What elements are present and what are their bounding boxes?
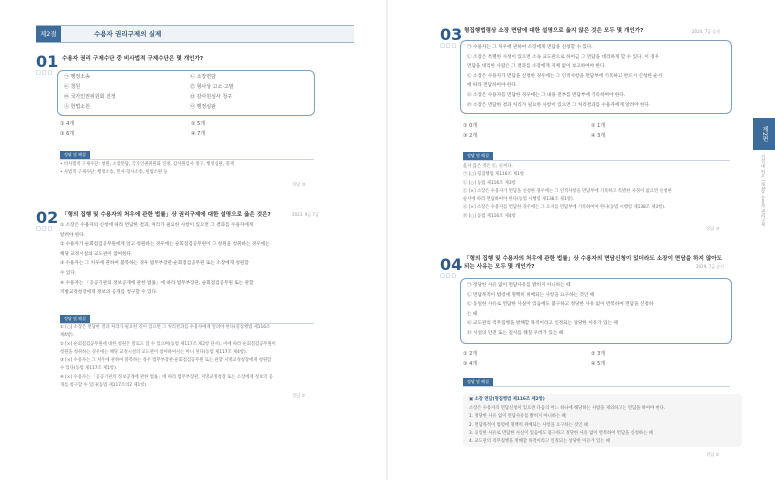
answer-tag: 정답 및 해설: [60, 315, 90, 323]
question-text: 형집행법령상 소장 면담에 대한 설명으로 옳지 않은 것은 모두 몇 개인가?: [464, 28, 644, 34]
question-number: 02: [36, 208, 59, 227]
choice[interactable]: ④ 5개: [591, 361, 606, 367]
divider: [60, 159, 314, 160]
review-checkboxes[interactable]: □□□: [36, 226, 54, 232]
explanation: 옳지 않은 것은 ㉢, ㉣이다. ㉠ [○] 형집행법 제116조 제1항 ㉡ [○] 동법 제116조 제3항 ㉢ [×] 소장은 수용자가 면담을 신청한 경우에는 그 인적사항을 면담부에 기록하고 특별한 사정이 없으면 신청한 순서에 따라 면담하여야 한다(동법 시행령 제138조 제1항). ㉣ [×] 소장은 수용자를 면담한 경우에는 그 요지를 면담부에 기록하여야 한다(동법 시행령 제138조 제3항). ㉤ [○] 동법 제116조 제4항: [463, 164, 672, 219]
answer-label: 정답 ③: [706, 227, 720, 232]
question-number: 04: [440, 255, 463, 274]
exam-tag: 2019. 7급 승진: [696, 264, 725, 269]
choice[interactable]: ④ 3개: [591, 133, 606, 139]
item: ㉤ 국가인권위원회 진정: [64, 94, 116, 100]
choice[interactable]: ② 1개: [591, 123, 606, 129]
answer-tag: 정답 및 해설: [60, 151, 90, 159]
choice[interactable]: ③ 2개: [463, 133, 478, 139]
items-box: [57, 70, 315, 116]
choice[interactable]: ② 5개: [191, 121, 206, 127]
chapter-header: [36, 25, 354, 43]
side-chapter-text: 시설 내 처우 | 제5장 수용자 권리구제: [760, 154, 765, 227]
divider: [463, 160, 730, 161]
chapter-chip: 제2절: [36, 26, 61, 42]
question-number: 01: [36, 52, 59, 71]
options-box: ㉠ 정당한 사유 없이 면담사유를 밝히지 아니하는 때 ㉡ 면담목적이 법령에 명백히 위배되는 사항을 요구하는 것인 때 ㉢ 동일한 사유로 면담한 사실이 있음에도 불구하고 정당한 사유 없이 반복하여 면담을 신청하 는 때 ㉣ 교도관의 직무집행을 방해할 목적이라고 인정되는 상당한 이유가 있는 때 ㉤ 시설의 안전 또는 질서를 해칠 우려가 있는 때: [460, 278, 732, 344]
choice[interactable]: ④ 7개: [191, 131, 206, 137]
choice[interactable]: ① 2개: [463, 351, 478, 357]
item: ㉥ 감사원심사 청구: [190, 94, 232, 100]
options: ① 소장은 수용자의 신청에 따라 면담한 결과, 처리가 필요한 사항이 있으면 그 결과를 수용자에게 알려야 한다. ② 수용자가 순회점검공무원에게 알고 청원하는 경우에는 순회점검공무원이 그 청원을 청취하는 경우에는 해당 교정시설의 교도관이 참여한다. ③ 수용자는 그 처우에 관하여 불복하는 경우 법무부장관·순회점검공무원 또는 소장에게 청원할 수 있다. ④ 수용자는 「공공기관의 정보공개에 관한 법률」에 따라 법무부장관, 순회점검공무원 또는 관할 지방교정청장에게 정보의 공개를 청구할 수 있다.: [60, 223, 270, 296]
review-checkboxes[interactable]: □□□: [440, 43, 458, 49]
answer-label: 정답 ②: [706, 453, 720, 458]
item: ㉦ 헌법소원: [64, 104, 90, 110]
choice[interactable]: ① 4개: [60, 121, 75, 127]
explanation-box: [463, 394, 742, 447]
options-box: ㉠ 수용자는 그 처우에 관하여 소장에게 면담을 신청할 수 있다. ㉡ 소장은 특별한 사정이 있으면 소속 교도관으로 하여금 그 면담을 대리하게 할 수 있다. 이 경우 면담을 대리한 사람은 그 결과를 소장에게 지체 없이 보고하여야 한다. ㉢ 소장은 수용자가 면담을 신청한 경우에는 그 인적사항을 면담부에 기록하고 반드시 신청한 순서 에 따라 면담하여야 한다. ㉣ 소장은 수용자를 면담한 경우에는 그 내용 전부를 면담부에 기록하여야 한다. ㉤ 소장은 면담한 결과 처리가 필요한 사항이 있으면 그 처리결과를 수용자에게 알려야 한다.: [460, 40, 732, 114]
choice[interactable]: ② 3개: [591, 351, 606, 357]
answer-tag: 정답 및 해설: [463, 378, 493, 386]
answer-label: 정답 ③: [292, 183, 306, 188]
explanation: ① [○] 소장은 면담한 결과 처리가 필요한 것이 있으면 그 처리결과를 수용자에게 알려야 한다(형집행법 제116조 제4항). ② [×] 순회점검공무원에 대한 청원은 말로도 할 수 있으며(동법 제117조 제2항 단서), 이에 따라 순회점검공무원이 청원을 청취하는 경우에는 해당 교정시설의 교도관이 참여하여서는 아니 된다(동법 제117조 제4항). ③ [×] 수용자는 그 처우에 관하여 불복하는 경우 법무부장관·순회점검공무원 또는 관할 지방교정청장에게 청원할 수 있다(동법 제117조 제1항). ④ [×] 수용자는 「공공기관의 정보공개에 관한 법률」에 따라 법무부장관, 지방교정청장 또는 소장에게 정보의 공 개를 청구할 수 있다(동법 제117조의2 제1항).: [60, 325, 276, 389]
choice[interactable]: ③ 4개: [463, 361, 478, 367]
answer-tag: 정답 및 해설: [463, 152, 493, 160]
side-tab[interactable]: 제2편: [753, 118, 775, 150]
item: ㉡ 소장면담: [190, 74, 216, 80]
item: ㉣ 형사상 고소·고발: [190, 84, 234, 90]
book-icon: ▣: [469, 397, 475, 402]
explanation: • 비사법적 구제수단: 청원, 소장면담, 국가인권위원회 진정, 감사원심사 청구, 행정심판, 중재 • 사법적 구제수단: 행정소송, 민사·형사소송, 헌법소원 등: [60, 162, 234, 176]
exam-tag: 2023. 9급 7급: [292, 212, 319, 217]
explanation-title: ▣ 소장 면담(형집행법 제116조 제2항): [469, 397, 545, 402]
item: ㉠ 행정소송: [64, 74, 90, 80]
question-number: 03: [440, 25, 463, 44]
divider: [463, 386, 730, 387]
chapter-title: 수용자 권리구제의 실제: [94, 30, 162, 38]
choice[interactable]: ① 0개: [463, 123, 478, 129]
answer-label: 정답 ①: [292, 394, 306, 399]
review-checkboxes[interactable]: □□□: [440, 273, 458, 279]
question-text: 수용자 권리 구제수단 중 비사법적 구제수단은 몇 개인가?: [62, 56, 204, 62]
item: ㉧ 행정심판: [190, 104, 216, 110]
exam-tag: 2024. 7급 승진: [692, 29, 721, 34]
question-text: 「형의 집행 및 수용자의 처우에 관한 법률」상 수용자의 면담신청이 있더라도 소장이 면담을 하지 않아도 되는 사유는 모두 몇 개인가?: [464, 256, 723, 270]
review-checkboxes[interactable]: □□□: [36, 70, 54, 76]
question-text: 「형의 집행 및 수용자의 처우에 관한 법률」상 권리구제에 대한 설명으로 옳은 것은?: [62, 212, 271, 218]
choice[interactable]: ③ 6개: [60, 131, 75, 137]
item: ㉢ 청원: [64, 84, 81, 90]
explanation: 소장은 수용자의 면담신청이 있으면 다음의 어느 하나에 해당하는 사람을 제외하고는 면담을 하여야 한다. 1. 정당한 사유 없이 면담사유를 밝히지 아니하는 때 2. 면담목적이 법령에 명백히 위배되는 사항을 요구하는 것인 때 3. 동일한 사유로 면담한 사실이 있음에도 불구하고 정당한 사유 없이 반복하여 면담을 신청하는 때 4. 교도관의 직무집행을 방해할 목적이라고 인정되는 상당한 이유가 있는 때: [469, 406, 666, 445]
